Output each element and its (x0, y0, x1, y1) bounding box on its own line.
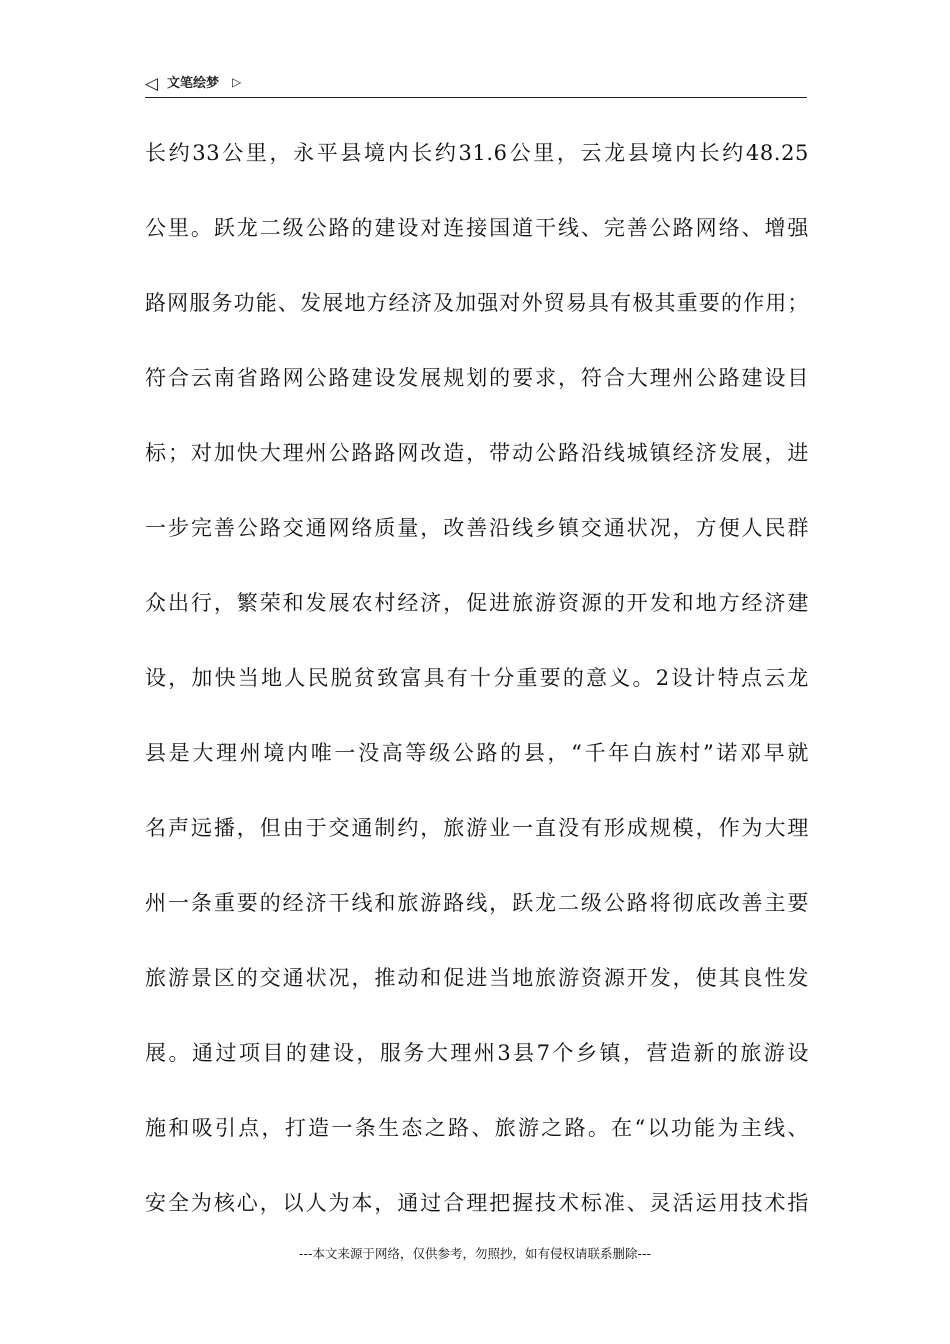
body-line: 路网服务功能、发展地方经济及加强对外贸易具有极其重要的作用； (145, 291, 809, 315)
header-divider (145, 97, 807, 98)
body-line: 县是大理州境内唯一没高等级公路的县，“千年白族村”诺邓早就 (145, 741, 809, 765)
body-line: 展。通过项目的建设，服务大理州3县7个乡镇，营造新的旅游设 (145, 1041, 809, 1065)
body-line: 设，加快当地人民脱贫致富具有十分重要的意义。2设计特点云龙 (145, 666, 809, 690)
body-line: 一步完善公路交通网络质量，改善沿线乡镇交通状况，方便人民群 (145, 516, 809, 540)
right-triangle-icon: ▷ (232, 75, 242, 89)
body-line: 施和吸引点，打造一条生态之路、旅游之路。在“以功能为主线、 (145, 1116, 809, 1140)
header-brand: 文笔绘梦 (167, 76, 220, 91)
body-line: 众出行，繁荣和发展农村经济，促进旅游资源的开发和地方经济建 (145, 591, 809, 615)
page-footer: ---本文来源于网络，仅供参考，勿照抄，如有侵权请联系删除--- (298, 1246, 652, 1261)
body-line: 公里。跃龙二级公路的建设对连接国道干线、完善公路网络、增强 (145, 216, 809, 240)
document-body (145, 128, 809, 1253)
body-line: 旅游景区的交通状况，推动和促进当地旅游资源开发，使其良性发 (145, 966, 809, 990)
page-header (145, 72, 807, 98)
body-line: 标；对加快大理州公路路网改造，带动公路沿线城镇经济发展，进 (145, 441, 809, 465)
body-line: 符合云南省路网公路建设发展规划的要求，符合大理州公路建设目 (145, 366, 809, 390)
body-line: 安全为核心，以人为本，通过合理把握技术标准、灵活运用技术指 (145, 1191, 809, 1215)
body-line: 州一条重要的经济干线和旅游路线，跃龙二级公路将彻底改善主要 (145, 891, 809, 915)
left-triangle-icon: ◁ (145, 74, 159, 94)
body-line: 长约33公里，永平县境内长约31.6公里，云龙县境内长约48.25 (145, 141, 809, 165)
body-line: 名声远播，但由于交通制约，旅游业一直没有形成规模，作为大理 (145, 816, 809, 840)
